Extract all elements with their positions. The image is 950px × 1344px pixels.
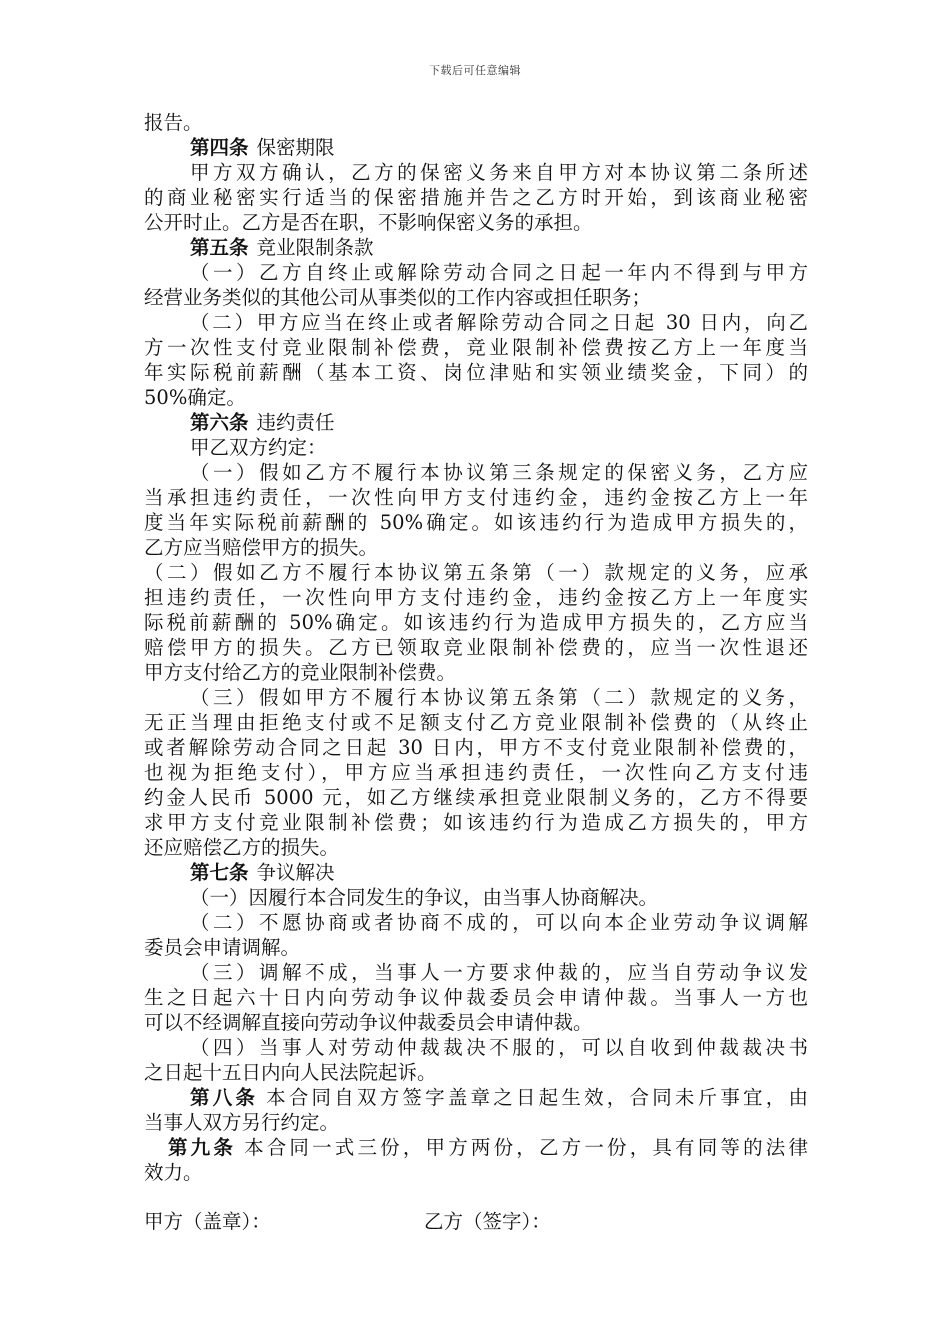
line-text: （一）乙方自终止或解除劳动合同之日起一年内不得到与甲方 [190,261,808,284]
body-text-line [144,360,808,385]
line-text: 也视为拒绝支付），甲方应当承担违约责任，一次性向乙方支付违 [144,761,808,784]
body-text-line [144,660,808,685]
article-heading-line [144,1085,808,1110]
line-text: 报告。 [144,111,203,134]
article-number: 第七条 [190,861,249,884]
body-text-line [144,960,808,985]
body-text-line [144,585,808,610]
body-text-line [144,260,808,285]
body-text-line [144,710,808,735]
line-text: 违约责任 [256,411,335,434]
line-text: （三）调解不成，当事人一方要求仲裁的，应当自劳动争议发 [190,961,808,984]
body-text-line [144,985,808,1010]
line-text: 保密期限 [256,136,335,159]
line-text: 当事人双方另行约定。 [144,1111,340,1134]
article-number: 第四条 [190,136,249,159]
body-text-line [144,535,808,560]
line-text: 年实际税前薪酬（基本工资、岗位津贴和实领业绩奖金，下同）的 [144,361,808,384]
article-heading-line [144,860,808,885]
body-text-line [144,635,808,660]
line-text: 甲方支付给乙方的竞业限制补偿费。 [144,661,457,684]
line-text: （二）甲方应当在终止或者解除劳动合同之日起 30 日内，向乙 [190,311,808,334]
body-text-line [144,685,808,710]
article-heading-line [144,410,808,435]
page-header-note: 下载后可任意编辑 [429,64,521,77]
body-text-line [144,1010,808,1035]
body-text-line [144,910,808,935]
article-number: 第五条 [190,236,249,259]
line-text: 约金人民币 5000 元，如乙方继续承担竞业限制义务的，乙方不得要 [144,786,808,809]
line-text: 经营业务类似的其他公司从事类似的工作内容或担任职务； [144,286,652,309]
body-text-line [144,485,808,510]
line-text: 公开时止。乙方是否在职，不影响保密义务的承担。 [144,211,593,234]
body-text-line [144,160,808,185]
line-text: 竞业限制条款 [256,236,374,259]
body-text-line [144,935,808,960]
line-text: 或者解除劳动合同之日起 30 日内，甲方不支付竞业限制补偿费的， [144,736,808,759]
body-text-line [144,1035,808,1060]
body-text-line [144,1110,808,1135]
line-text: （一）假如乙方不履行本协议第三条规定的保密义务，乙方应 [190,461,808,484]
body-text-line [144,185,808,210]
body-text-line [144,335,808,360]
article-heading-line [144,235,808,260]
line-text: 的商业秘密实行适当的保密措施并告之乙方时开始，到该商业秘密 [144,186,808,209]
body-text-line [144,1160,808,1185]
body-text-line [144,435,808,460]
line-text: 当承担违约责任，一次性向甲方支付违约金，违约金按乙方上一年 [144,486,808,509]
party-b-sign-label: 乙方（签字）： [424,1210,551,1233]
line-text: 无正当理由拒绝支付或不足额支付乙方竞业限制补偿费的（从终止 [144,711,808,734]
body-text-line [144,835,808,860]
line-text: 度当年实际税前薪酬的 50%确定。如该违约行为造成甲方损失的， [144,511,808,534]
body-text-line [144,885,808,910]
body-text-line [144,210,808,235]
body-text-line [144,760,808,785]
line-text: 赔偿甲方的损失。乙方已领取竞业限制补偿费的，应当一次性退还 [144,636,808,659]
line-text: （三）假如甲方不履行本协议第五条第（二）款规定的义务， [190,686,808,709]
line-text: （一）因履行本合同发生的争议，由当事人协商解决。 [190,886,659,909]
line-text: 求甲方支付竞业限制补偿费；如该违约行为造成乙方损失的，甲方 [144,811,808,834]
line-text: 本合同一式三份，甲方两份，乙方一份，具有同等的法律 [244,1136,808,1159]
article-heading-line [144,1135,808,1160]
body-text-line [144,310,808,335]
body-text-line [144,385,808,410]
line-text: 还应赔偿乙方的损失。 [144,836,340,859]
line-text: （四）当事人对劳动仲裁裁决不服的，可以自收到仲裁裁决书 [190,1036,808,1059]
line-text: 方一次性支付竞业限制补偿费，竞业限制补偿费按乙方上一年度当 [144,336,808,359]
article-number: 第九条 [168,1136,237,1159]
body-text-line [144,510,808,535]
body-text-line [144,810,808,835]
line-text: 委员会申请调解。 [144,936,301,959]
line-text: 甲乙双方约定： [190,436,327,459]
article-heading-line [144,135,808,160]
body-text-line [144,285,808,310]
line-text: 甲方双方确认，乙方的保密义务来自甲方对本协议第二条所述 [190,161,808,184]
line-text: 争议解决 [256,861,335,884]
signature-block [144,1209,808,1234]
body-text-line [144,610,808,635]
contract-body [144,110,808,1185]
body-text-line [144,560,808,585]
line-text: 生之日起六十日内向劳动争议仲裁委员会申请仲裁。当事人一方也 [144,986,808,1009]
line-text: 可以不经调解直接向劳动争议仲裁委员会申请仲裁。 [144,1011,593,1034]
line-text: （二）不愿协商或者协商不成的，可以向本企业劳动争议调解 [190,911,808,934]
body-text-line [144,785,808,810]
body-text-line [144,1060,808,1085]
line-text: 际税前薪酬的 50%确定。如该违约行为造成甲方损失的，乙方应当 [144,611,808,634]
line-text: （二）假如乙方不履行本协议第五条第（一）款规定的义务，应承 [144,561,808,584]
party-a-seal-label: 甲方（盖章）： [144,1210,271,1233]
body-text-line [144,110,808,135]
line-text: 乙方应当赔偿甲方的损失。 [144,536,379,559]
line-text: 之日起十五日内向人民法院起诉。 [144,1061,437,1084]
body-text-line [144,735,808,760]
article-number: 第六条 [190,411,249,434]
line-text: 本合同自双方签字盖章之日起生效，合同未斤事宜，由 [266,1086,808,1109]
line-text: 50%确定。 [144,386,246,409]
line-text: 担违约责任，一次性向甲方支付违约金，违约金按乙方上一年度实 [144,586,808,609]
body-text-line [144,460,808,485]
line-text: 效力。 [144,1161,203,1184]
article-number: 第八条 [190,1086,259,1109]
